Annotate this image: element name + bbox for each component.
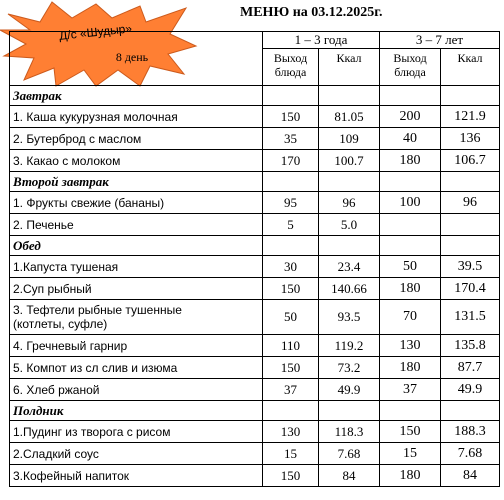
dish-name-line: 2. Печенье — [13, 217, 74, 232]
menu-item-row — [10, 278, 500, 300]
dish-name — [10, 278, 263, 300]
output-1-3: 110 — [263, 335, 319, 357]
output-3-7: 130 — [380, 335, 441, 357]
section-title: Завтрак — [10, 86, 263, 106]
menu-table — [9, 31, 500, 487]
output-1-3: 35 — [263, 128, 319, 150]
dish-name — [10, 357, 263, 379]
menu-item-row — [10, 300, 500, 335]
empty-cell — [319, 401, 380, 421]
empty-cell — [441, 401, 500, 421]
section-row — [10, 86, 500, 106]
kcal-1-3: 81.05 — [319, 106, 380, 128]
section-row — [10, 401, 500, 421]
empty-cell — [380, 236, 441, 256]
group-3-7-header: 3 – 7 лет — [380, 32, 500, 49]
empty-cell — [380, 172, 441, 192]
kcal-1-3: 5.0 — [319, 214, 380, 236]
empty-cell — [263, 236, 319, 256]
output-1-3: 30 — [263, 256, 319, 278]
menu-item-row — [10, 214, 500, 236]
output-3-7 — [380, 214, 441, 236]
kcal-3-7: 135.8 — [441, 335, 500, 357]
empty-cell — [263, 172, 319, 192]
badge-text: Д/с «Шудыр» — [58, 21, 133, 43]
dish-name — [10, 214, 263, 236]
kcal-1-3: 109 — [319, 128, 380, 150]
empty-cell — [319, 172, 380, 192]
output-3-7: 180 — [380, 150, 441, 172]
kcal-3-7: 136 — [441, 128, 500, 150]
kcal-3-7: 39.5 — [441, 256, 500, 278]
dish-name-line-2: (котлеты, суфле) — [13, 317, 108, 331]
kcal-1-3: 100.7 — [319, 150, 380, 172]
empty-cell — [319, 236, 380, 256]
empty-cell — [263, 401, 319, 421]
output-1-3: 150 — [263, 106, 319, 128]
col-output-2: Выход блюда — [380, 49, 441, 86]
dish-name-line: 2.Сладкий соус — [13, 446, 99, 461]
dish-name-line: 4. Гречневый гарнир — [13, 338, 128, 353]
menu-item-row — [10, 335, 500, 357]
dish-name — [10, 192, 263, 214]
kcal-3-7: 121.9 — [441, 106, 500, 128]
output-1-3: 37 — [263, 379, 319, 401]
section-row — [10, 172, 500, 192]
dish-name — [10, 150, 263, 172]
dish-name-line: 2. Бутерброд с маслом — [13, 131, 142, 146]
output-3-7: 180 — [380, 278, 441, 300]
menu-item-row — [10, 443, 500, 465]
output-3-7: 70 — [380, 300, 441, 335]
output-3-7: 15 — [380, 443, 441, 465]
kcal-3-7: 106.7 — [441, 150, 500, 172]
menu-item-row — [10, 357, 500, 379]
menu-item-row — [10, 379, 500, 401]
output-3-7: 40 — [380, 128, 441, 150]
dish-name-line: 3. Какао с молоком — [13, 153, 121, 168]
dish-name — [10, 443, 263, 465]
empty-cell — [441, 236, 500, 256]
output-1-3: 15 — [263, 443, 319, 465]
header-row-groups — [10, 32, 500, 49]
kcal-1-3: 96 — [319, 192, 380, 214]
kcal-1-3: 7.68 — [319, 443, 380, 465]
kcal-3-7: 49.9 — [441, 379, 500, 401]
menu-item-row — [10, 421, 500, 443]
dish-name-line: 1. Каша кукурузная молочная — [13, 109, 178, 124]
empty-cell — [441, 86, 500, 106]
dish-name — [10, 256, 263, 278]
dish-name — [10, 106, 263, 128]
menu-item-row — [10, 128, 500, 150]
kcal-1-3: 93.5 — [319, 300, 380, 335]
output-3-7: 150 — [380, 421, 441, 443]
kcal-1-3: 140.66 — [319, 278, 380, 300]
dish-name-line: 3. Тефтели рыбные тушенные — [13, 303, 182, 317]
kcal-3-7: 188.3 — [441, 421, 500, 443]
page-title: МЕНЮ на 03.12.2025г. — [240, 5, 383, 20]
kcal-1-3: 118.3 — [319, 421, 380, 443]
output-3-7: 200 — [380, 106, 441, 128]
kcal-3-7: 131.5 — [441, 300, 500, 335]
menu-body — [10, 86, 500, 487]
kcal-3-7: 84 — [441, 465, 500, 487]
group-1-3-header: 1 – 3 года — [263, 32, 380, 49]
dish-name-line: 5. Компот из сл слив и изюма — [13, 360, 178, 375]
kcal-3-7 — [441, 214, 500, 236]
kcal-3-7: 170.4 — [441, 278, 500, 300]
kcal-1-3: 84 — [319, 465, 380, 487]
output-1-3: 50 — [263, 300, 319, 335]
kcal-3-7: 96 — [441, 192, 500, 214]
empty-cell — [441, 172, 500, 192]
empty-cell — [380, 86, 441, 106]
section-row — [10, 236, 500, 256]
dish-name — [10, 128, 263, 150]
section-title: Второй завтрак — [10, 172, 263, 192]
output-1-3: 150 — [263, 357, 319, 379]
kcal-1-3: 49.9 — [319, 379, 380, 401]
dish-name — [10, 300, 263, 335]
dish-name — [10, 335, 263, 357]
output-3-7: 100 — [380, 192, 441, 214]
output-3-7: 180 — [380, 465, 441, 487]
output-1-3: 130 — [263, 421, 319, 443]
section-title: Полдник — [10, 401, 263, 421]
dish-name-line: 3.Кофейный напиток — [13, 468, 129, 483]
output-1-3: 95 — [263, 192, 319, 214]
empty-cell — [319, 86, 380, 106]
dish-name-line: 1.Пудинг из творога с рисом — [13, 424, 171, 439]
menu-item-row — [10, 465, 500, 487]
output-1-3: 150 — [263, 465, 319, 487]
kcal-1-3: 23.4 — [319, 256, 380, 278]
dish-name — [10, 379, 263, 401]
section-title: Обед — [10, 236, 263, 256]
dish-name-line: 1.Капуста тушеная — [13, 259, 119, 274]
kcal-3-7: 7.68 — [441, 443, 500, 465]
dish-name-line: 6. Хлеб ржаной — [13, 382, 100, 397]
output-1-3: 5 — [263, 214, 319, 236]
dish-name — [10, 465, 263, 487]
dish-name-line: 1. Фрукты свежие (бананы) — [13, 195, 165, 210]
col-kcal-2: Ккал — [441, 49, 500, 86]
menu-item-row — [10, 106, 500, 128]
empty-cell — [380, 401, 441, 421]
kcal-1-3: 73.2 — [319, 357, 380, 379]
output-3-7: 180 — [380, 357, 441, 379]
empty-cell — [263, 86, 319, 106]
menu-item-row — [10, 150, 500, 172]
output-1-3: 170 — [263, 150, 319, 172]
kcal-1-3: 119.2 — [319, 335, 380, 357]
output-1-3: 150 — [263, 278, 319, 300]
kcal-3-7: 87.7 — [441, 357, 500, 379]
output-3-7: 37 — [380, 379, 441, 401]
col-output-1: Выход блюда — [263, 49, 319, 86]
dish-name — [10, 421, 263, 443]
dish-name-line: 2.Суп рыбный — [13, 281, 92, 296]
menu-item-row — [10, 256, 500, 278]
output-3-7: 50 — [380, 256, 441, 278]
col-kcal-1: Ккал — [319, 49, 380, 86]
day-label: 8 день — [10, 32, 263, 86]
menu-item-row — [10, 192, 500, 214]
